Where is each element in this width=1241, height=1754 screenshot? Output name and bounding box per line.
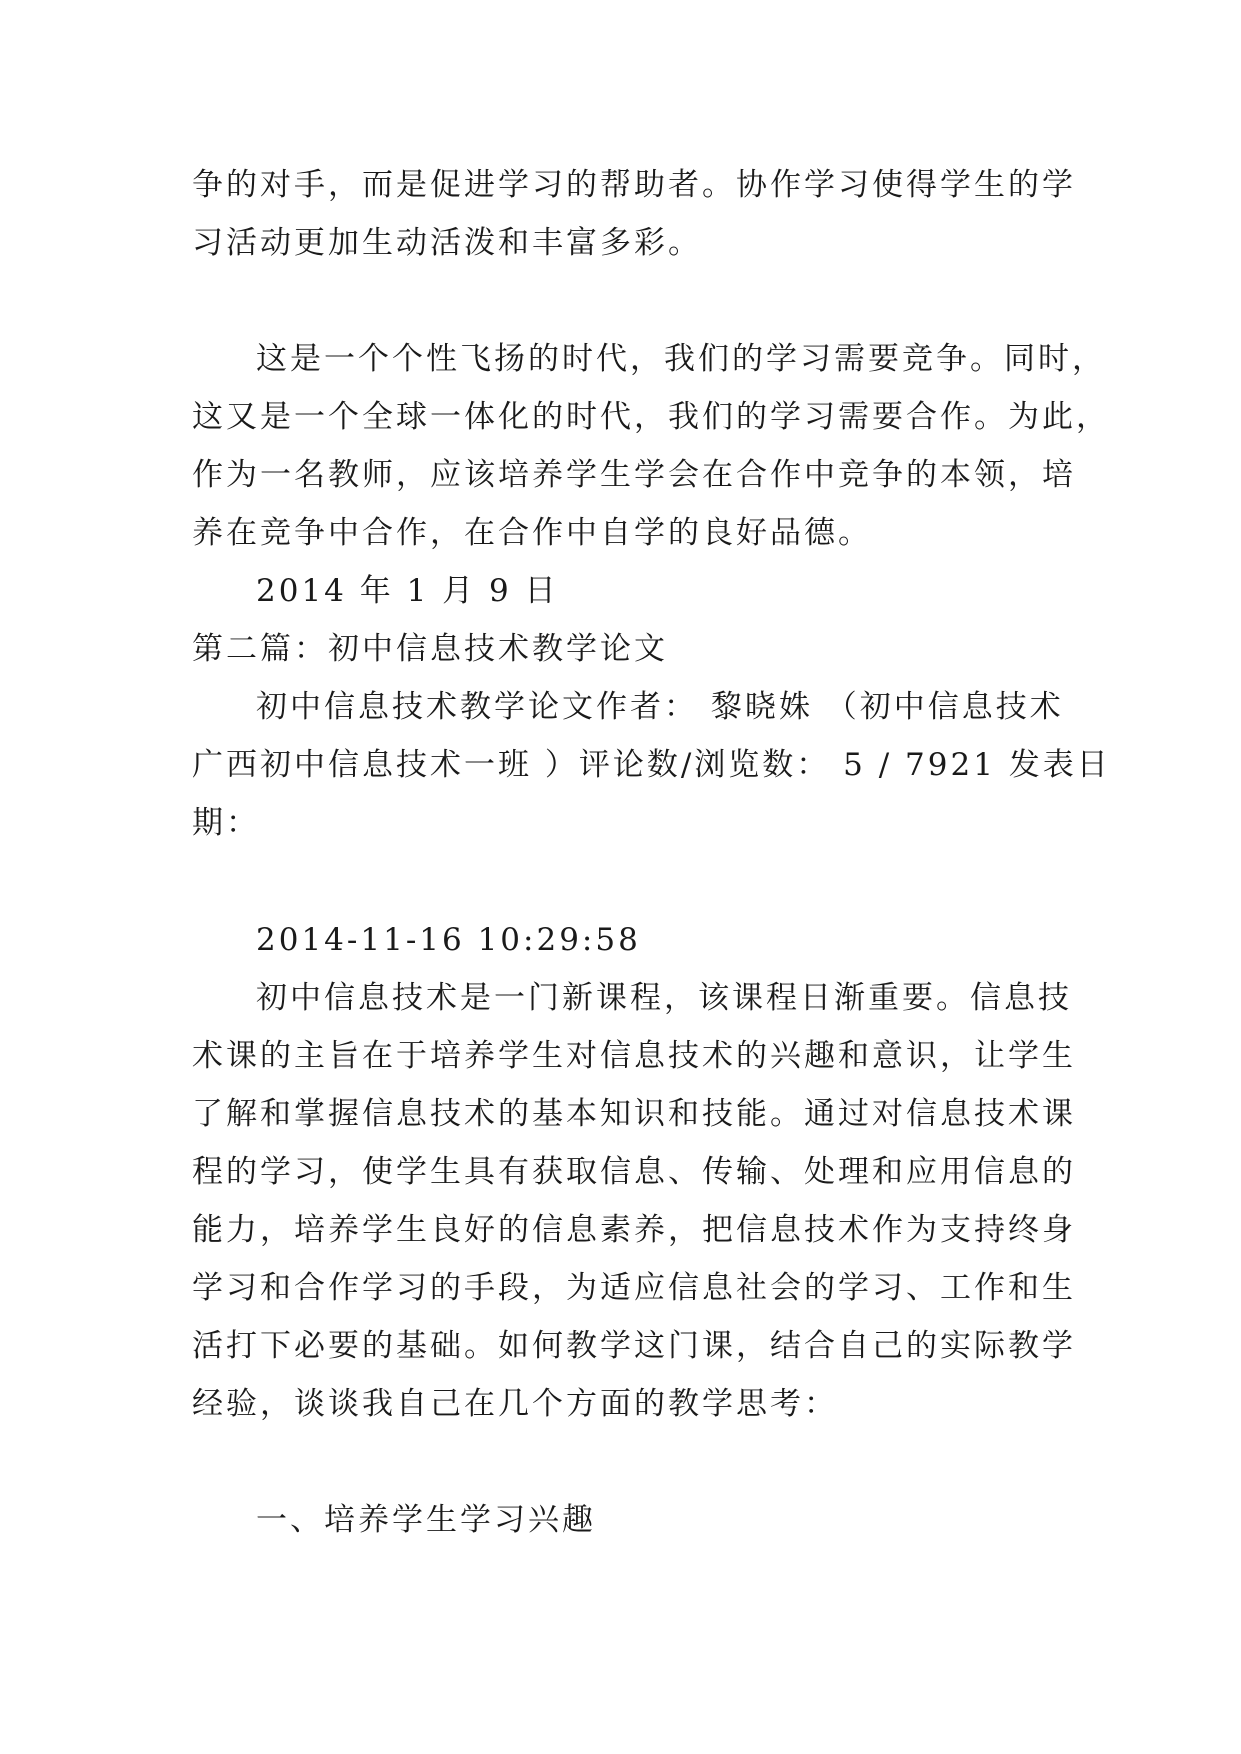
text-line: 程的学习，使学生具有获取信息、传输、处理和应用信息的	[192, 1154, 1076, 1190]
text-line: 这是一个个性飞扬的时代，我们的学习需要竞争。同时，	[256, 341, 1106, 377]
text-line: 争的对手，而是促进学习的帮助者。协作学习使得学生的学	[192, 167, 1076, 203]
text-line: 活打下必要的基础。如何教学这门课，结合自己的实际教学	[192, 1328, 1076, 1364]
text-line: 这又是一个全球一体化的时代，我们的学习需要合作。为此，	[192, 399, 1110, 435]
subsection-heading: 一、培养学生学习兴趣	[256, 1502, 596, 1538]
section-heading: 第二篇：初中信息技术教学论文	[192, 631, 668, 667]
text-line: 学习和合作学习的手段，为适应信息社会的学习、工作和生	[192, 1270, 1076, 1306]
text-line: 能力，培养学生良好的信息素养，把信息技术作为支持终身	[192, 1212, 1076, 1248]
text-line: 习活动更加生动活泼和丰富多彩。	[192, 225, 702, 261]
author-line: 初中信息技术教学论文作者： 黎晓姝 （初中信息技术	[256, 689, 1064, 725]
timestamp-line: 2014-11-16 10:29:58	[256, 922, 641, 958]
text-line: 养在竞争中合作，在合作中自学的良好品德。	[192, 515, 872, 551]
text-line: 期：	[192, 805, 260, 841]
text-line: 经验，谈谈我自己在几个方面的教学思考：	[192, 1386, 838, 1422]
text-line: 术课的主旨在于培养学生对信息技术的兴趣和意识，让学生	[192, 1038, 1076, 1074]
stats-line: 广西初中信息技术一班 ）评论数/浏览数： 5 / 7921 发表日	[192, 747, 1111, 783]
text-line: 初中信息技术是一门新课程，该课程日渐重要。信息技	[256, 980, 1072, 1016]
text-line: 了解和掌握信息技术的基本知识和技能。通过对信息技术课	[192, 1096, 1076, 1132]
date-line: 2014 年 1 月 9 日	[256, 573, 559, 609]
text-line: 作为一名教师，应该培养学生学会在合作中竞争的本领，培	[192, 457, 1076, 493]
